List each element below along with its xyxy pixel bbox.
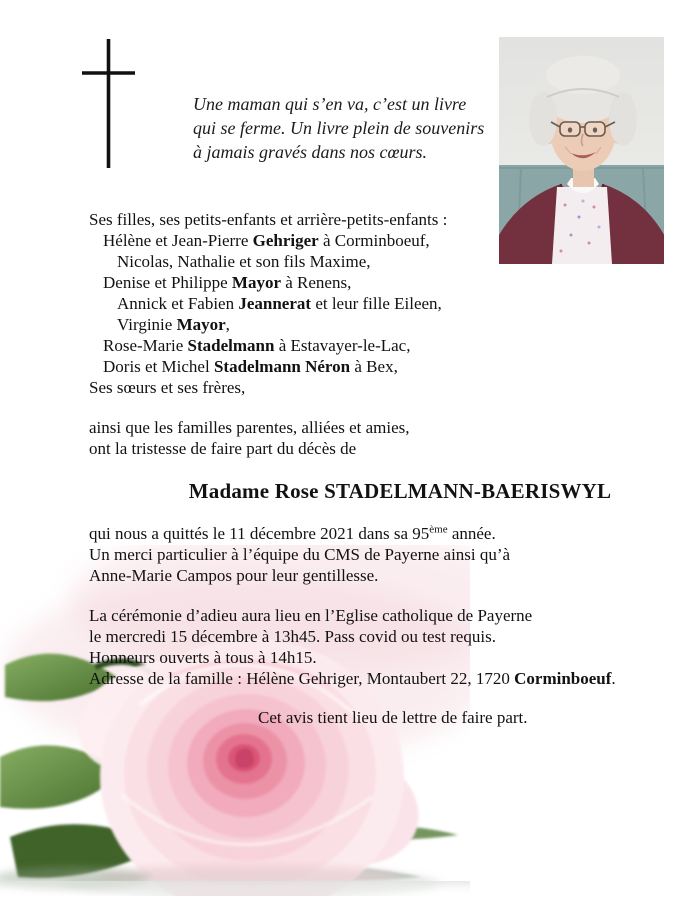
family-line: Annick et Fabien Jeannerat et leur fille Eileen,	[117, 294, 442, 313]
family-line: Ses sœurs et ses frères,	[89, 378, 246, 397]
family-line: Virginie Mayor,	[117, 315, 230, 334]
family-list	[89, 209, 447, 398]
epitaph-quote	[193, 92, 523, 164]
portrait-photo	[499, 37, 664, 264]
quote-line: à jamais gravés dans nos cœurs.	[193, 142, 428, 162]
details-line: Un merci particulier à l’équipe du CMS de Payerne ainsi qu’à	[89, 545, 511, 564]
deceased-name-title: Madame Rose STADELMANN-BAERISWYL	[188, 479, 612, 503]
family-line: Doris et Michel Stadelmann Néron à Bex,	[103, 357, 398, 376]
family-line: Hélène et Jean-Pierre Gehriger à Corminboeuf,	[103, 231, 430, 250]
death-details	[89, 523, 510, 586]
announcement-line: ainsi que les familles parentes, alliées et amies,	[89, 418, 410, 437]
ceremony-line: Adresse de la famille : Hélène Gehriger, Montaubert 22, 1720 Corminboeuf.	[89, 669, 616, 688]
announcement	[89, 417, 410, 459]
family-line: Denise et Philippe Mayor à Renens,	[103, 273, 352, 292]
ceremony-line: le mercredi 15 décembre à 13h45. Pass covid ou test requis.	[89, 627, 496, 646]
details-line: Anne-Marie Campos pour leur gentillesse.	[89, 566, 379, 585]
ceremony-line: Honneurs ouverts à tous à 14h15.	[89, 648, 317, 667]
ceremony-details	[89, 605, 616, 689]
family-line: Nicolas, Nathalie et son fils Maxime,	[117, 252, 371, 271]
announcement-line: ont la tristesse de faire part du décès de	[89, 439, 357, 458]
family-line: Ses filles, ses petits-enfants et arrière-petits-enfants :	[89, 210, 448, 229]
closing-note: Cet avis tient lieu de lettre de faire part.	[258, 708, 528, 727]
quote-line: Une maman qui s’en va, c’est un livre	[193, 94, 467, 114]
quote-line: qui se ferme. Un livre plein de souvenirs	[193, 118, 485, 138]
details-line: qui nous a quittés le 11 décembre 2021 dans sa 95ème année.	[89, 523, 496, 543]
family-line: Rose-Marie Stadelmann à Estavayer-le-Lac,	[103, 336, 411, 355]
cross-icon	[82, 38, 138, 170]
ceremony-line: La cérémonie d’adieu aura lieu en l’Eglise catholique de Payerne	[89, 606, 533, 625]
